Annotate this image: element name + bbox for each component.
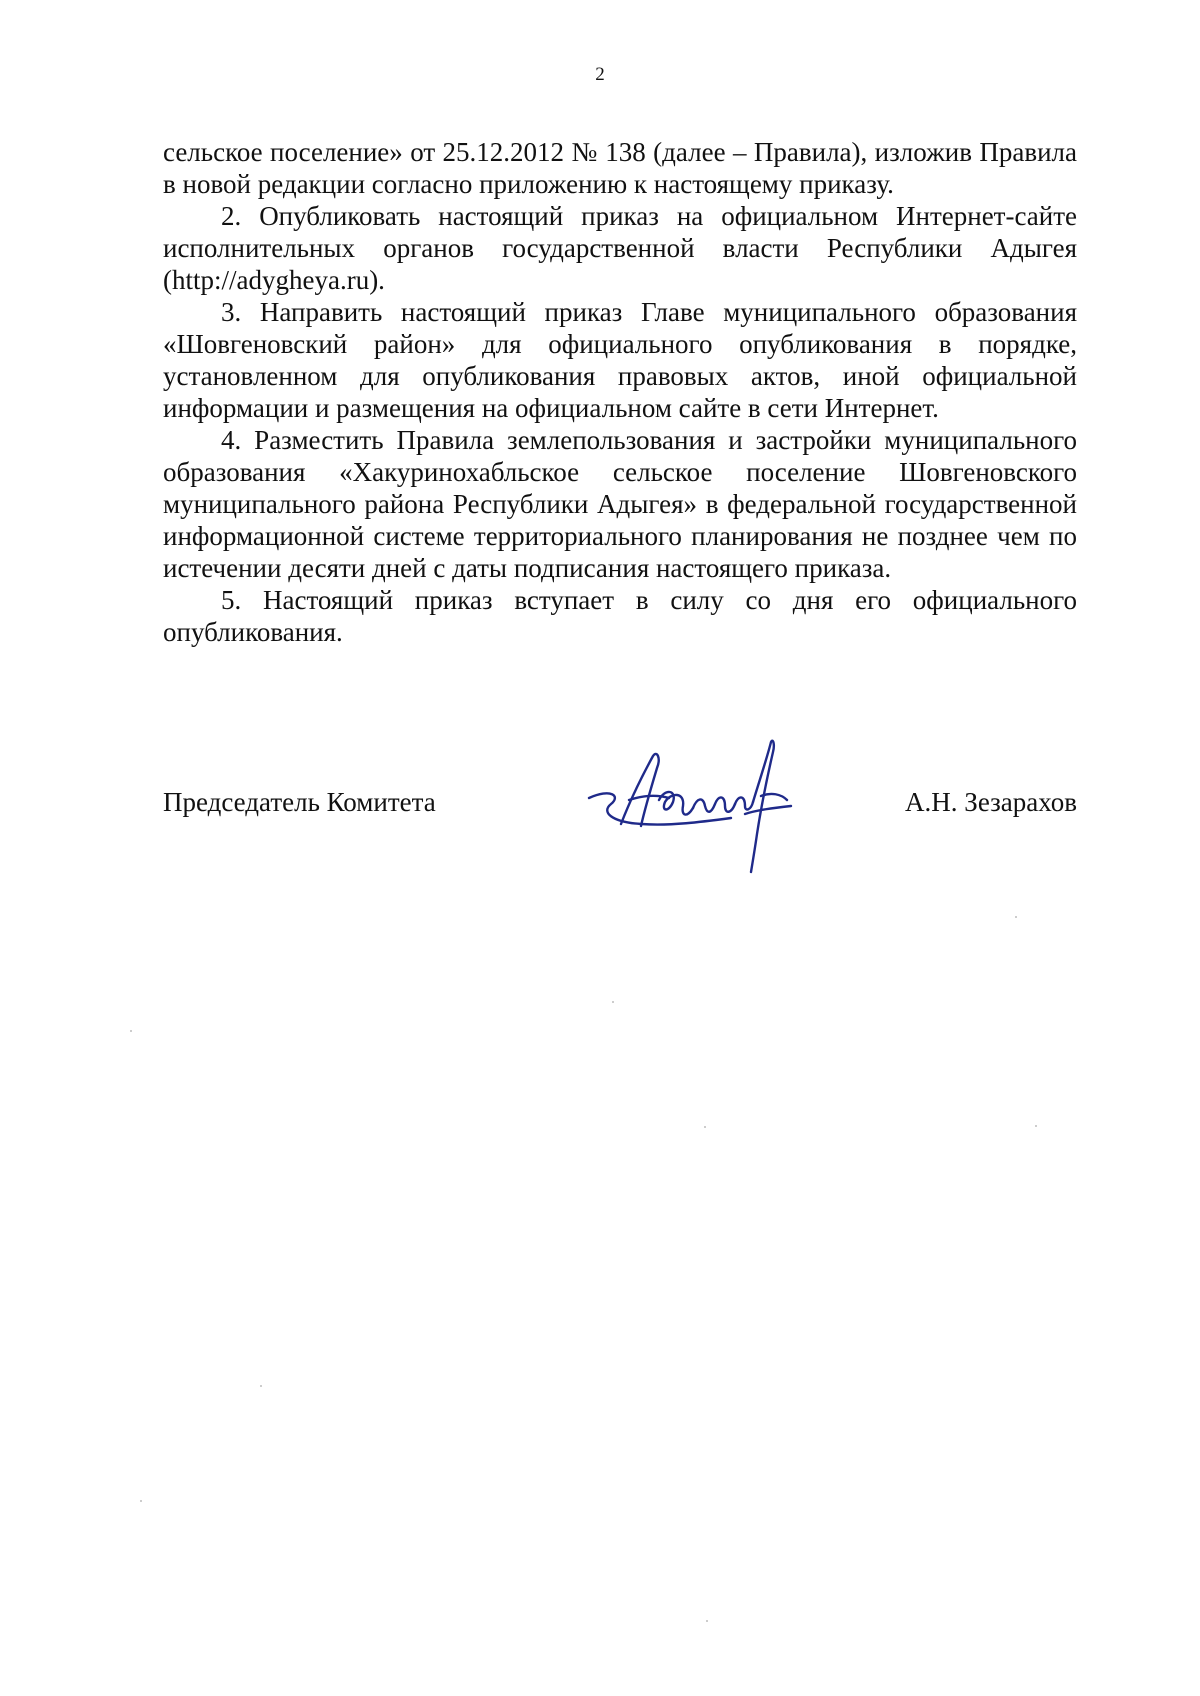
signature-block	[163, 760, 1077, 880]
signatory-name: А.Н. Зезарахов	[905, 787, 1077, 817]
handwritten-signature-icon	[581, 738, 821, 878]
scan-speck	[1035, 1125, 1037, 1127]
scan-speck	[260, 1385, 262, 1387]
paragraph-continuation: сельское поселение» от 25.12.2012 № 138 (далее – Правила), изложив Правила в новой редакции согласно приложению к настоящему приказу.	[163, 137, 1077, 199]
signatory-role: Председатель Комитета	[163, 787, 436, 817]
page-number: 2	[595, 64, 605, 85]
scan-speck	[612, 1001, 614, 1003]
scan-speck	[706, 1620, 708, 1622]
paragraph-item-5: 5. Настоящий приказ вступает в силу со дня его официального опубликования.	[163, 585, 1077, 647]
paragraph-item-2: 2. Опубликовать настоящий приказ на официальном Интернет-сайте исполнительных органов государственной власти Республики Адыгея (http://adygheya.ru).	[163, 201, 1077, 295]
paragraph-item-3: 3. Направить настоящий приказ Главе муниципального образования «Шовгеновский район» для официального опубликования в порядке, установленном для опубликования правовых актов, иной официальной информации и размещения на официальном сайте в сети Интернет.	[163, 297, 1077, 423]
scan-speck	[704, 1126, 706, 1128]
paragraph-item-4: 4. Разместить Правила землепользования и застройки муниципального образования «Хакуринохабльское сельское поселение Шовгеновского муниципального района Республики Адыгея» в федеральной государственной информационной системе территориального планирования не позднее чем по истечении десяти дней с даты подписания настоящего приказа.	[163, 425, 1077, 583]
scan-speck	[130, 1030, 132, 1032]
scan-speck	[140, 1500, 142, 1502]
document-body	[163, 136, 1077, 648]
scan-speck	[1015, 916, 1017, 918]
